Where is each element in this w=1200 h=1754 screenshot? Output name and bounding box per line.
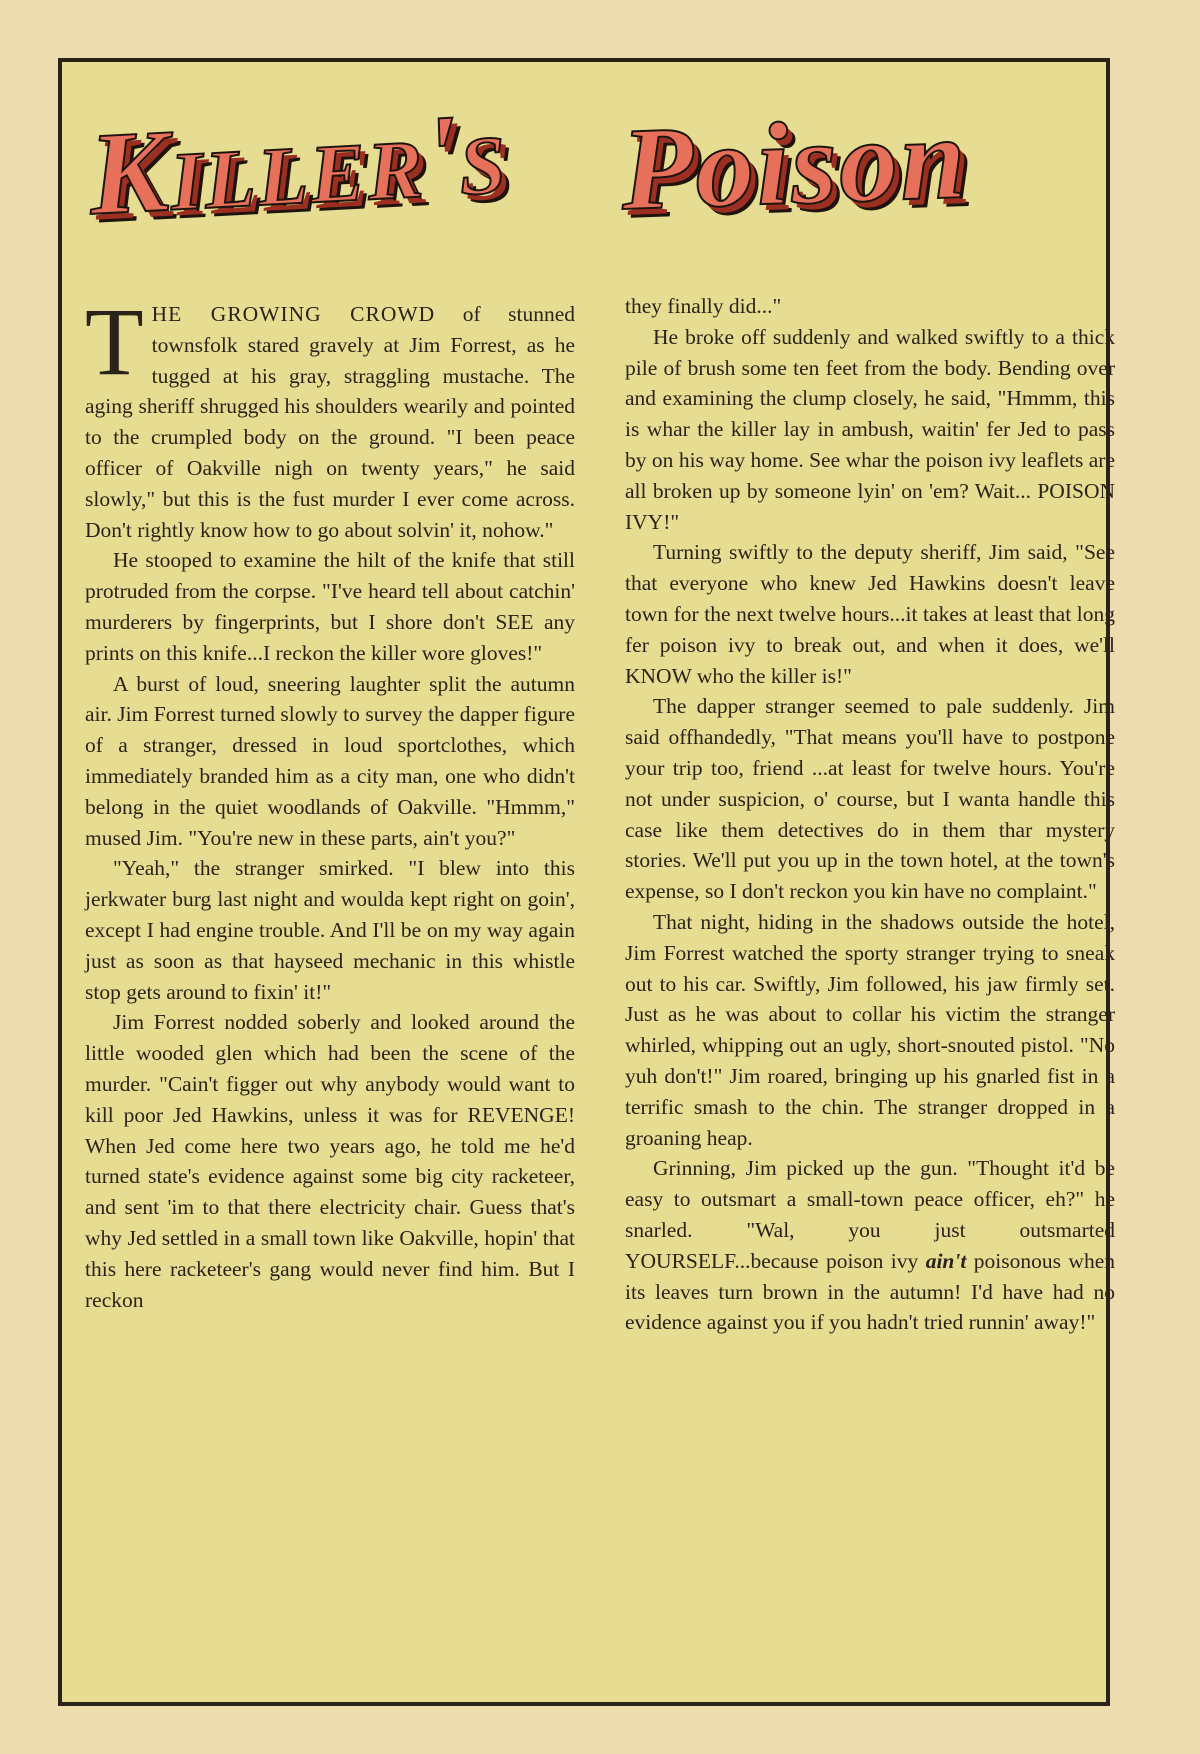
story-title: [61, 85, 1107, 265]
paragraph-10-text-b: poisonous when its leaves turn brown in the autumn! I'd have had no evidence against you if you hadn't tried runnin' away!": [625, 1248, 1115, 1335]
paragraph-8: The dapper stranger seemed to pale suddenly. Jim said offhandedly, "That means you'll have to postpone your trip too, friend ...at least for twelve hours. You're not under suspicion, o' course, but I wanta handle this case like them detectives do in them thar mystery stories. We'll put you up in the town hotel, at the town's expense, so I don't reckon you kin have no complaint.": [625, 694, 1115, 904]
paragraph-10-emphasis: ain't: [925, 1248, 967, 1273]
paragraph-1: [85, 288, 575, 545]
right-column: [625, 291, 1115, 1338]
paragraph-6: He broke off suddenly and walked swiftly to a thick pile of brush some ten feet from the body. Bending over and examining the clump closely, he said, "Hmmm, this is whar the killer lay in ambush, waitin' fer Jed to pass by on his way home. See whar the poison ivy leaflets are all broken up by someone lyin' on 'em? Wait... POISON IVY!": [625, 324, 1115, 534]
paragraph-10: [625, 1153, 1115, 1338]
lead-caps: HE GROWING CROWD: [151, 302, 436, 326]
paragraph-5-continued: they finally did...": [625, 294, 782, 318]
story-columns: [85, 288, 1115, 1689]
title-word-poison: Poison: [618, 91, 970, 236]
paragraph-2: He stooped to examine the hilt of the knife that still protruded from the corpse. "I've heard tell about catchin' murderers by fingerprints, but I shore don't SEE any prints on this knife...I reckon the killer wore gloves!": [85, 548, 575, 665]
paragraph-5: Jim Forrest nodded soberly and looked around the little wooded glen which had been the scene of the murder. "Cain't figger out why anybody would want to kill poor Jed Hawkins, unless it was for REVENGE! When Jed come here two years ago, he told me he'd turned state's evidence against some big city racketeer, and sent 'im to that there electricity chair. Guess that's why Jed settled in a small town like Oakville, hopin' that this here racketeer's gang would never find him. But I reckon: [85, 1010, 575, 1312]
left-column: [85, 288, 575, 1315]
paragraph-3: A burst of loud, sneering laughter split the autumn air. Jim Forrest turned slowly to survey the dapper figure of a stranger, dressed in loud sportclothes, which immediately branded him as a city man, one who didn't belong in the quiet woodlands of Oakville. "Hmmm," mused Jim. "You're new in these parts, ain't you?": [85, 671, 575, 850]
paragraph-4: "Yeah," the stranger smirked. "I blew into this jerkwater burg last night and woulda kept right on goin', except I had engine trouble. And I'll be on my way again just as soon as that hayseed mechanic in this whistle stop gets around to fixin' it!": [85, 856, 575, 1004]
drop-cap: T: [85, 288, 144, 395]
paragraph-7: Turning swiftly to the deputy sheriff, Jim said, "See that everyone who knew Jed Hawkins doesn't leave town for the next twelve hours...it takes at least that long fer poison ivy to break out, and when it does, we'll KNOW who the killer is!": [625, 540, 1115, 688]
story-page-frame: [58, 58, 1115, 1706]
paragraph-1-text: of stunned townsfolk stared gravely at Jim Forrest, as he tugged at his gray, straggling mustache. The aging sheriff shrugged his shoulders wearily and pointed to the crumpled body on the ground. "I been peace officer of Oakville nigh on twenty years," he said slowly," but this is the fust murder I ever come across. Don't rightly know how to go about solvin' it, nohow.": [85, 302, 575, 542]
paragraph-9: That night, hiding in the shadows outside the hotel, Jim Forrest watched the sporty stranger trying to sneak out to his car. Swiftly, Jim followed, his jaw firmly set. Just as he was about to collar his victim the stranger whirled, whipping out an ugly, short-snouted pistol. "No yuh don't!" Jim roared, bringing up his gnarled fist in a terrific smash to the chin. The stranger dropped in a groaning heap.: [625, 909, 1115, 1150]
paragraph-10-text-a: Grinning, Jim picked up the gun. "Thought it'd be easy to outsmart a small-town peace officer, eh?" he snarled. "Wal, you just outsmarted YOURSELF...because poison ivy: [625, 1156, 1115, 1273]
title-word-killers: Killer's: [85, 87, 511, 240]
